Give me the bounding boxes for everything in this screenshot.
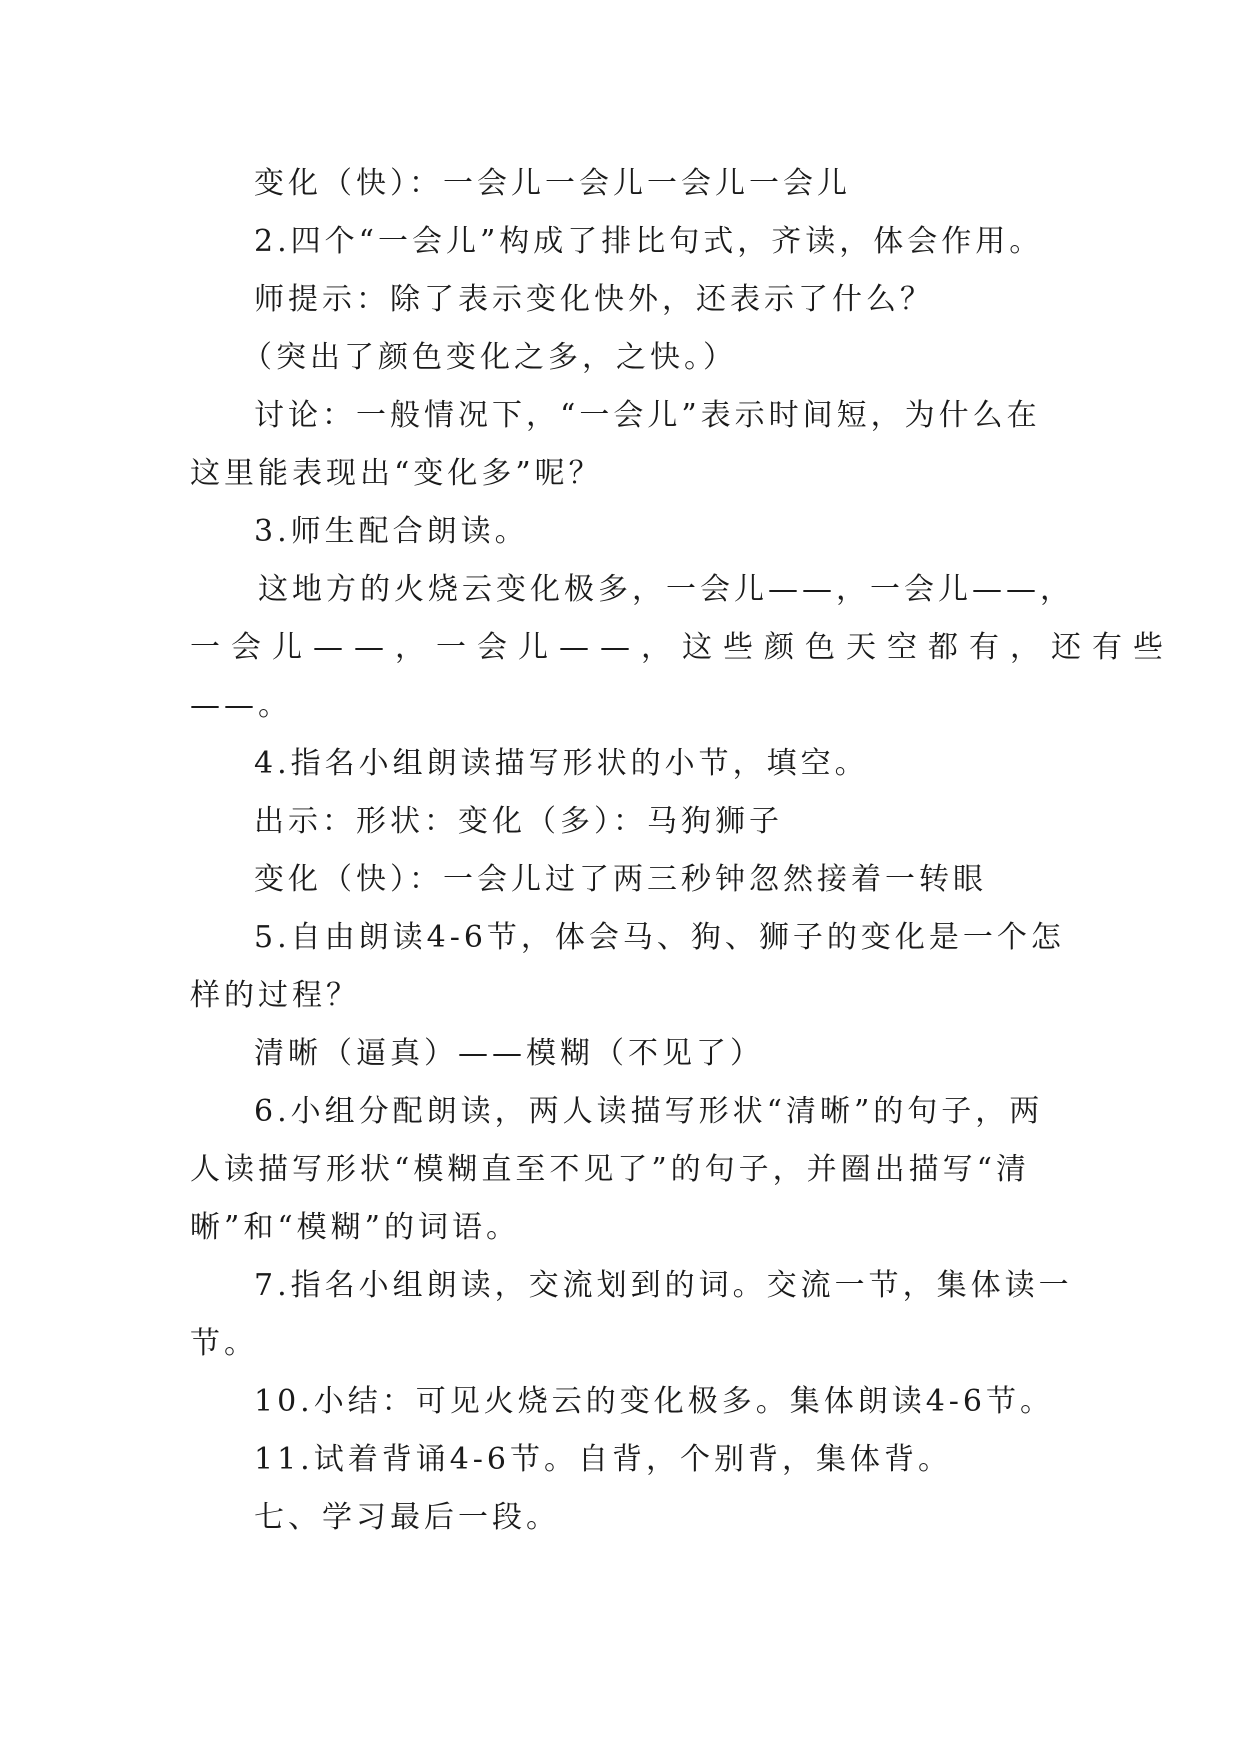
text-line: 这里能表现出“变化多”呢？ [190,456,603,491]
text-line: 晰”和“模糊”的词语。 [190,1210,521,1245]
text-line: 一会儿——，一会儿——，这些颜色天空都有，还有些 [190,630,1174,665]
text-line: 清晰（逼真）——模糊（不见了） [254,1036,764,1071]
text-line: 6.小组分配朗读，两人读描写形状“清晰”的句子，两 [254,1094,1044,1129]
text-line: 出示：形状：变化（多）：马狗狮子 [254,804,783,839]
text-line: 师提示：除了表示变化快外，还表示了什么？ [254,282,934,317]
document-page [190,155,1174,1547]
text-line: 节。 [190,1326,258,1361]
text-line: （突出了颜色变化之多，之快。） [242,340,737,375]
text-line: ——。 [190,688,292,723]
text-line: 七、学习最后一段。 [254,1500,560,1535]
text-line: 变化（快）：一会儿一会儿一会儿一会儿 [254,166,851,201]
text-line: 4.指名小组朗读描写形状的小节，填空。 [254,746,869,781]
text-line: 样的过程？ [190,978,360,1013]
text-line: 人读描写形状“模糊直至不见了”的句子，并圈出描写“清 [190,1152,1031,1187]
text-line: 11.试着背诵4-6节。自背，个别背，集体背。 [254,1442,953,1477]
text-line: 10.小结：可见火烧云的变化极多。集体朗读4-6节。 [254,1384,1055,1419]
text-line: 变化（快）：一会儿过了两三秒钟忽然接着一转眼 [254,862,987,897]
text-line: 7.指名小组朗读，交流划到的词。交流一节，集体读一 [254,1268,1073,1303]
text-line: 3.师生配合朗读。 [254,514,529,549]
text-line: 5.自由朗读4-6节，体会马、狗、狮子的变化是一个怎 [254,920,1065,955]
text-line: 讨论：一般情况下，“一会儿”表示时间短，为什么在 [254,398,1041,433]
text-line: 这地方的火烧云变化极多，一会儿——，一会儿——， [258,572,1074,607]
text-line: 2.四个“一会儿”构成了排比句式，齐读，体会作用。 [254,224,1044,259]
